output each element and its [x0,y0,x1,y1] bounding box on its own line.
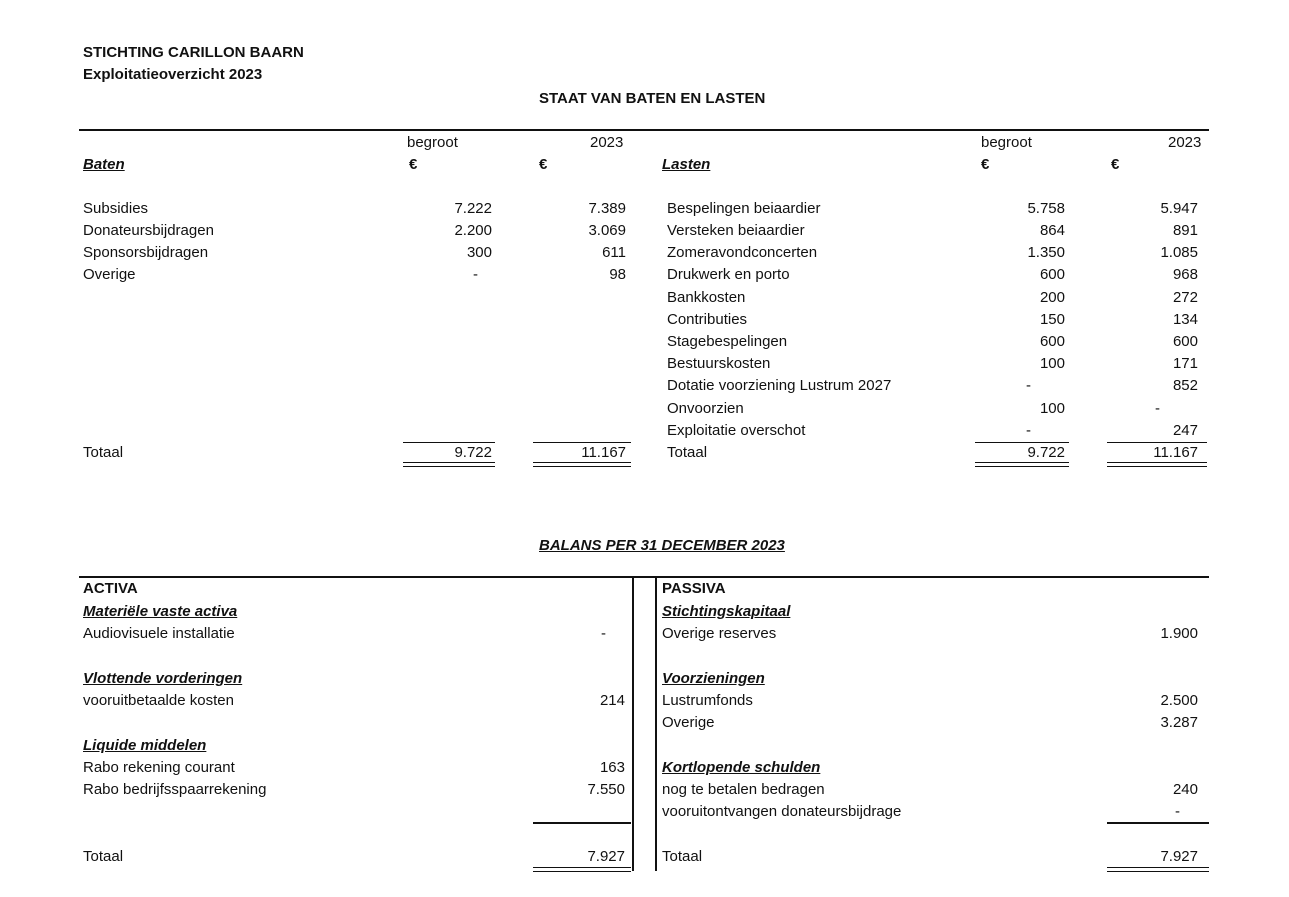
subtotal-line [533,442,631,443]
lasten-begroot: 864 [1039,222,1065,239]
baten-label: Overige [83,266,136,283]
lasten-begroot: 5.758 [1027,200,1065,217]
baten-label: Sponsorsbijdragen [83,244,209,261]
lasten-actual: 891 [1172,222,1198,239]
balans-divider-right [655,577,657,871]
lasten-label: Dotatie voorziening Lustrum 2027 [667,377,892,394]
lasten-label: Onvoorzien [667,400,744,417]
baten-col-begroot: begroot [407,134,458,151]
total-double-rule [533,462,631,467]
lasten-begroot: - [1026,422,1031,439]
lasten-total-label: Totaal [667,444,708,461]
org-name: STICHTING CARILLON BAARN [83,44,304,61]
activa-item-value: 214 [599,692,625,709]
activa-item-label: Audiovisuele installatie [83,625,235,642]
baten-currency-2: € [539,156,548,173]
activa-subtotal-line [533,822,631,824]
passiva-item-label: vooruitontvangen donateursbijdrage [662,803,902,820]
activa-item-label: Rabo bedrijfsspaarrekening [83,781,267,798]
lasten-title: Lasten [662,156,711,173]
lasten-col-2023: 2023 [1168,134,1202,151]
lasten-actual: 852 [1172,377,1198,394]
lasten-label: Drukwerk en porto [667,266,790,283]
passiva-item-value: 240 [1172,781,1198,798]
lasten-col-begroot: begroot [981,134,1032,151]
lasten-actual: 1.085 [1160,244,1198,261]
lasten-label: Bankkosten [667,289,746,306]
lasten-actual: 134 [1172,311,1198,328]
activa-item-value: 163 [599,759,625,776]
lasten-actual: 968 [1172,266,1198,283]
lasten-label: Exploitatie overschot [667,422,806,439]
subtotal-line [403,442,495,443]
lasten-total-begroot: 9.722 [1027,444,1065,461]
baten-total-actual: 11.167 [581,444,626,461]
balans-top-rule [79,576,1209,578]
section-title-baten-lasten: STAAT VAN BATEN EN LASTEN [539,90,766,107]
lasten-actual: 171 [1172,355,1198,372]
lasten-actual: 247 [1172,422,1198,439]
total-double-rule [403,462,495,467]
lasten-label: Bestuurskosten [667,355,771,372]
subtotal-line [1107,442,1207,443]
baten-begroot: 7.222 [454,200,492,217]
passiva-item-value: 1.900 [1160,625,1198,642]
passiva-group-heading: Kortlopende schulden [662,759,821,776]
baten-total-label: Totaal [83,444,124,461]
activa-item-label: Rabo rekening courant [83,759,235,776]
baten-label: Donateursbijdragen [83,222,214,239]
passiva-item-value: 2.500 [1160,692,1198,709]
lasten-begroot: 600 [1039,333,1065,350]
lasten-currency-2: € [1111,156,1120,173]
baten-actual: 611 [602,244,626,261]
passiva-title: PASSIVA [662,580,726,597]
passiva-group-heading: Stichtingskapitaal [662,603,791,620]
activa-group-heading: Materiële vaste activa [83,603,238,620]
baten-label: Subsidies [83,200,149,217]
passiva-total-double-rule [1107,867,1209,872]
activa-title: ACTIVA [83,580,138,597]
baten-actual: 3.069 [588,222,626,239]
subtotal-line [975,442,1069,443]
report-subtitle: Exploitatieoverzicht 2023 [83,66,263,83]
passiva-total-value: 7.927 [1160,848,1198,865]
passiva-item-label: Overige reserves [662,625,777,642]
baten-total-begroot: 9.722 [454,444,492,461]
lasten-actual: 600 [1172,333,1198,350]
lasten-begroot: 200 [1039,289,1065,306]
activa-total-double-rule [533,867,631,872]
activa-item-label: vooruitbetaalde kosten [83,692,234,709]
activa-total-value: 7.927 [587,848,625,865]
passiva-item-label: Overige [662,714,715,731]
lasten-actual: 5.947 [1160,200,1198,217]
baten-actual: 7.389 [588,200,626,217]
section-title-balans: BALANS PER 31 DECEMBER 2023 [539,537,785,554]
baten-begroot: 300 [466,244,492,261]
activa-item-value: - [601,625,606,642]
lasten-begroot: 1.350 [1027,244,1065,261]
lasten-begroot: - [1026,377,1031,394]
activa-item-value: 7.550 [587,781,625,798]
passiva-item-label: nog te betalen bedragen [662,781,825,798]
baten-title: Baten [83,156,125,173]
lasten-label: Versteken beiaardier [667,222,805,239]
baten-actual: 98 [609,266,626,283]
activa-group-heading: Liquide middelen [83,737,207,754]
baten-col-2023: 2023 [590,134,624,151]
top-rule [79,129,1209,131]
passiva-item-label: Lustrumfonds [662,692,753,709]
lasten-begroot: 100 [1039,355,1065,372]
lasten-label: Zomeravondconcerten [667,244,818,261]
balans-divider-left [632,577,634,871]
total-double-rule [1107,462,1207,467]
lasten-label: Stagebespelingen [667,333,788,350]
passiva-item-value: 3.287 [1160,714,1198,731]
lasten-begroot: 100 [1039,400,1065,417]
passiva-item-value: - [1175,803,1180,820]
lasten-begroot: 150 [1039,311,1065,328]
passiva-group-heading: Voorzieningen [662,670,765,687]
lasten-label: Contributies [667,311,748,328]
activa-total-label: Totaal [83,848,124,865]
lasten-actual: - [1155,400,1160,417]
lasten-total-actual: 11.167 [1153,444,1198,461]
baten-begroot: 2.200 [454,222,492,239]
activa-group-heading: Vlottende vorderingen [83,670,243,687]
total-double-rule [975,462,1069,467]
lasten-label: Bespelingen beiaardier [667,200,821,217]
lasten-actual: 272 [1172,289,1198,306]
passiva-subtotal-line [1107,822,1209,824]
passiva-total-label: Totaal [662,848,703,865]
baten-begroot: - [473,266,478,283]
lasten-begroot: 600 [1039,266,1065,283]
lasten-currency-1: € [981,156,990,173]
baten-currency-1: € [409,156,418,173]
